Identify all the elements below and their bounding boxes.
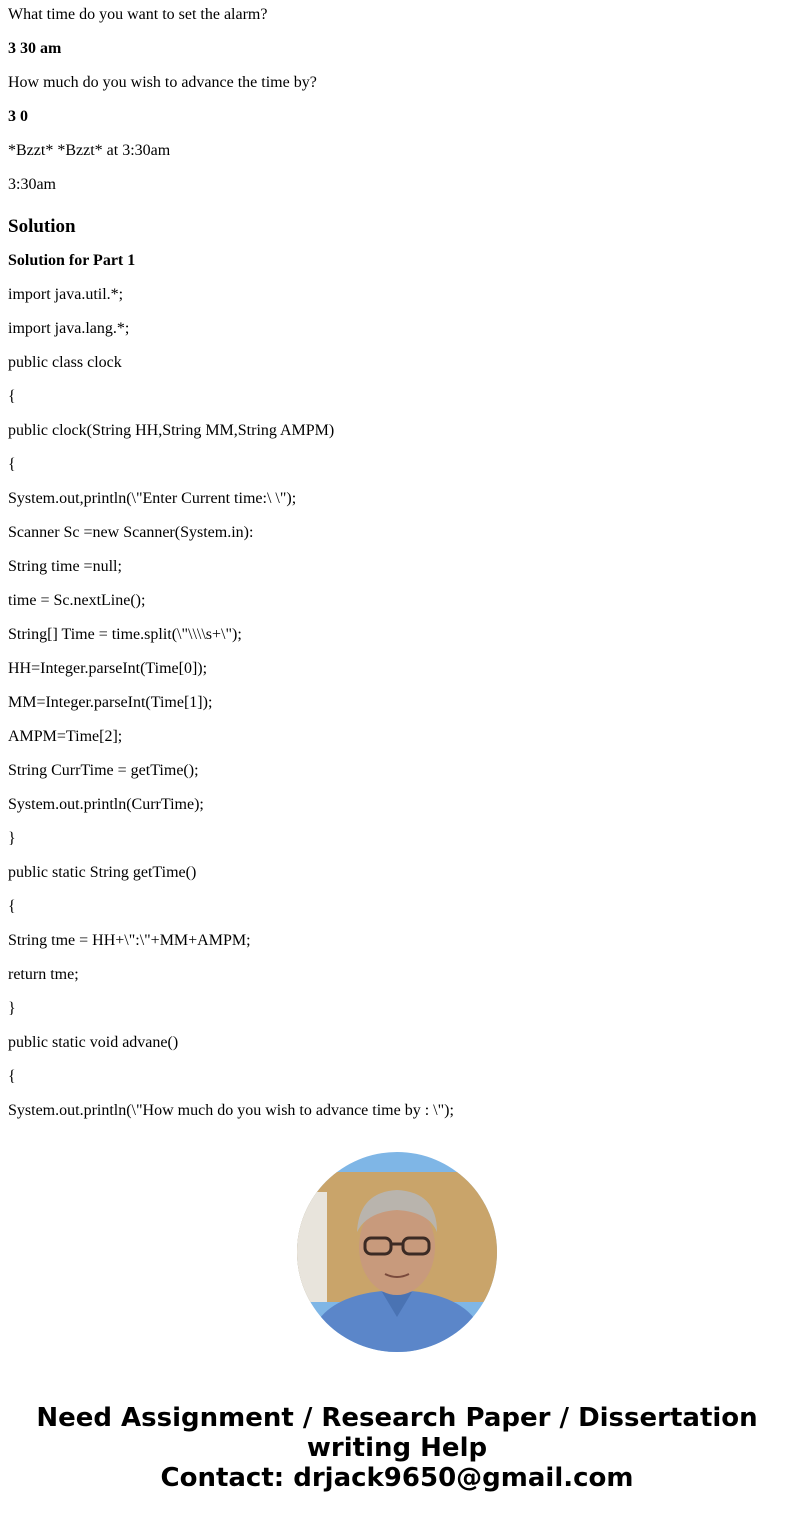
code-line: import java.lang.*;	[8, 320, 130, 337]
code-line: import java.util.*;	[8, 286, 124, 303]
code-line: System.out.println(\"How much do you wish to advance time by : \");	[8, 1102, 454, 1119]
code-line: public clock(String HH,String MM,String AMPM)	[8, 422, 335, 439]
output-alarm-buzz: *Bzzt* *Bzzt* at 3:30am	[8, 142, 171, 159]
footer-contact: Contact: drjack9650@gmail.com	[160, 1463, 634, 1493]
code-line: String CurrTime = getTime();	[8, 762, 199, 779]
code-line: }	[8, 1000, 16, 1017]
answer-advance-time: 3 0	[8, 108, 28, 125]
prompt-alarm-time: What time do you want to set the alarm?	[8, 6, 268, 23]
code-line: }	[8, 830, 16, 847]
code-line: {	[8, 898, 16, 915]
footer-line-2: writing Help	[306, 1433, 488, 1463]
output-time: 3:30am	[8, 176, 56, 193]
code-line: public class clock	[8, 354, 122, 371]
code-line: time = Sc.nextLine();	[8, 592, 146, 609]
code-line: AMPM=Time[2];	[8, 728, 123, 745]
code-line: {	[8, 388, 16, 405]
code-line: return tme;	[8, 966, 79, 983]
code-line: public static void advane()	[8, 1034, 179, 1051]
code-line: HH=Integer.parseInt(Time[0]);	[8, 660, 208, 677]
code-line: Scanner Sc =new Scanner(System.in):	[8, 524, 254, 541]
prompt-advance-time: How much do you wish to advance the time by?	[8, 74, 317, 91]
solution-heading: Solution	[8, 216, 76, 237]
code-line: String[] Time = time.split(\"\\\\s+\");	[8, 626, 242, 643]
code-line: public static String getTime()	[8, 864, 197, 881]
code-line: String time =null;	[8, 558, 122, 575]
author-photo	[297, 1152, 497, 1352]
code-line: {	[8, 456, 16, 473]
code-line: String tme = HH+\":\"+MM+AMPM;	[8, 932, 251, 949]
code-line: System.out,println(\"Enter Current time:\ \");	[8, 490, 297, 507]
footer-line-1: Need Assignment / Research Paper / Dissertation	[36, 1403, 758, 1433]
code-block	[8, 280, 786, 1122]
footer-banner	[0, 1403, 794, 1493]
code-line: System.out.println(CurrTime);	[8, 796, 204, 813]
part-1-heading: Solution for Part 1	[8, 252, 136, 269]
code-line: MM=Integer.parseInt(Time[1]);	[8, 694, 213, 711]
answer-alarm-time: 3 30 am	[8, 40, 62, 57]
code-line: {	[8, 1068, 16, 1085]
author-avatar	[297, 1152, 497, 1352]
